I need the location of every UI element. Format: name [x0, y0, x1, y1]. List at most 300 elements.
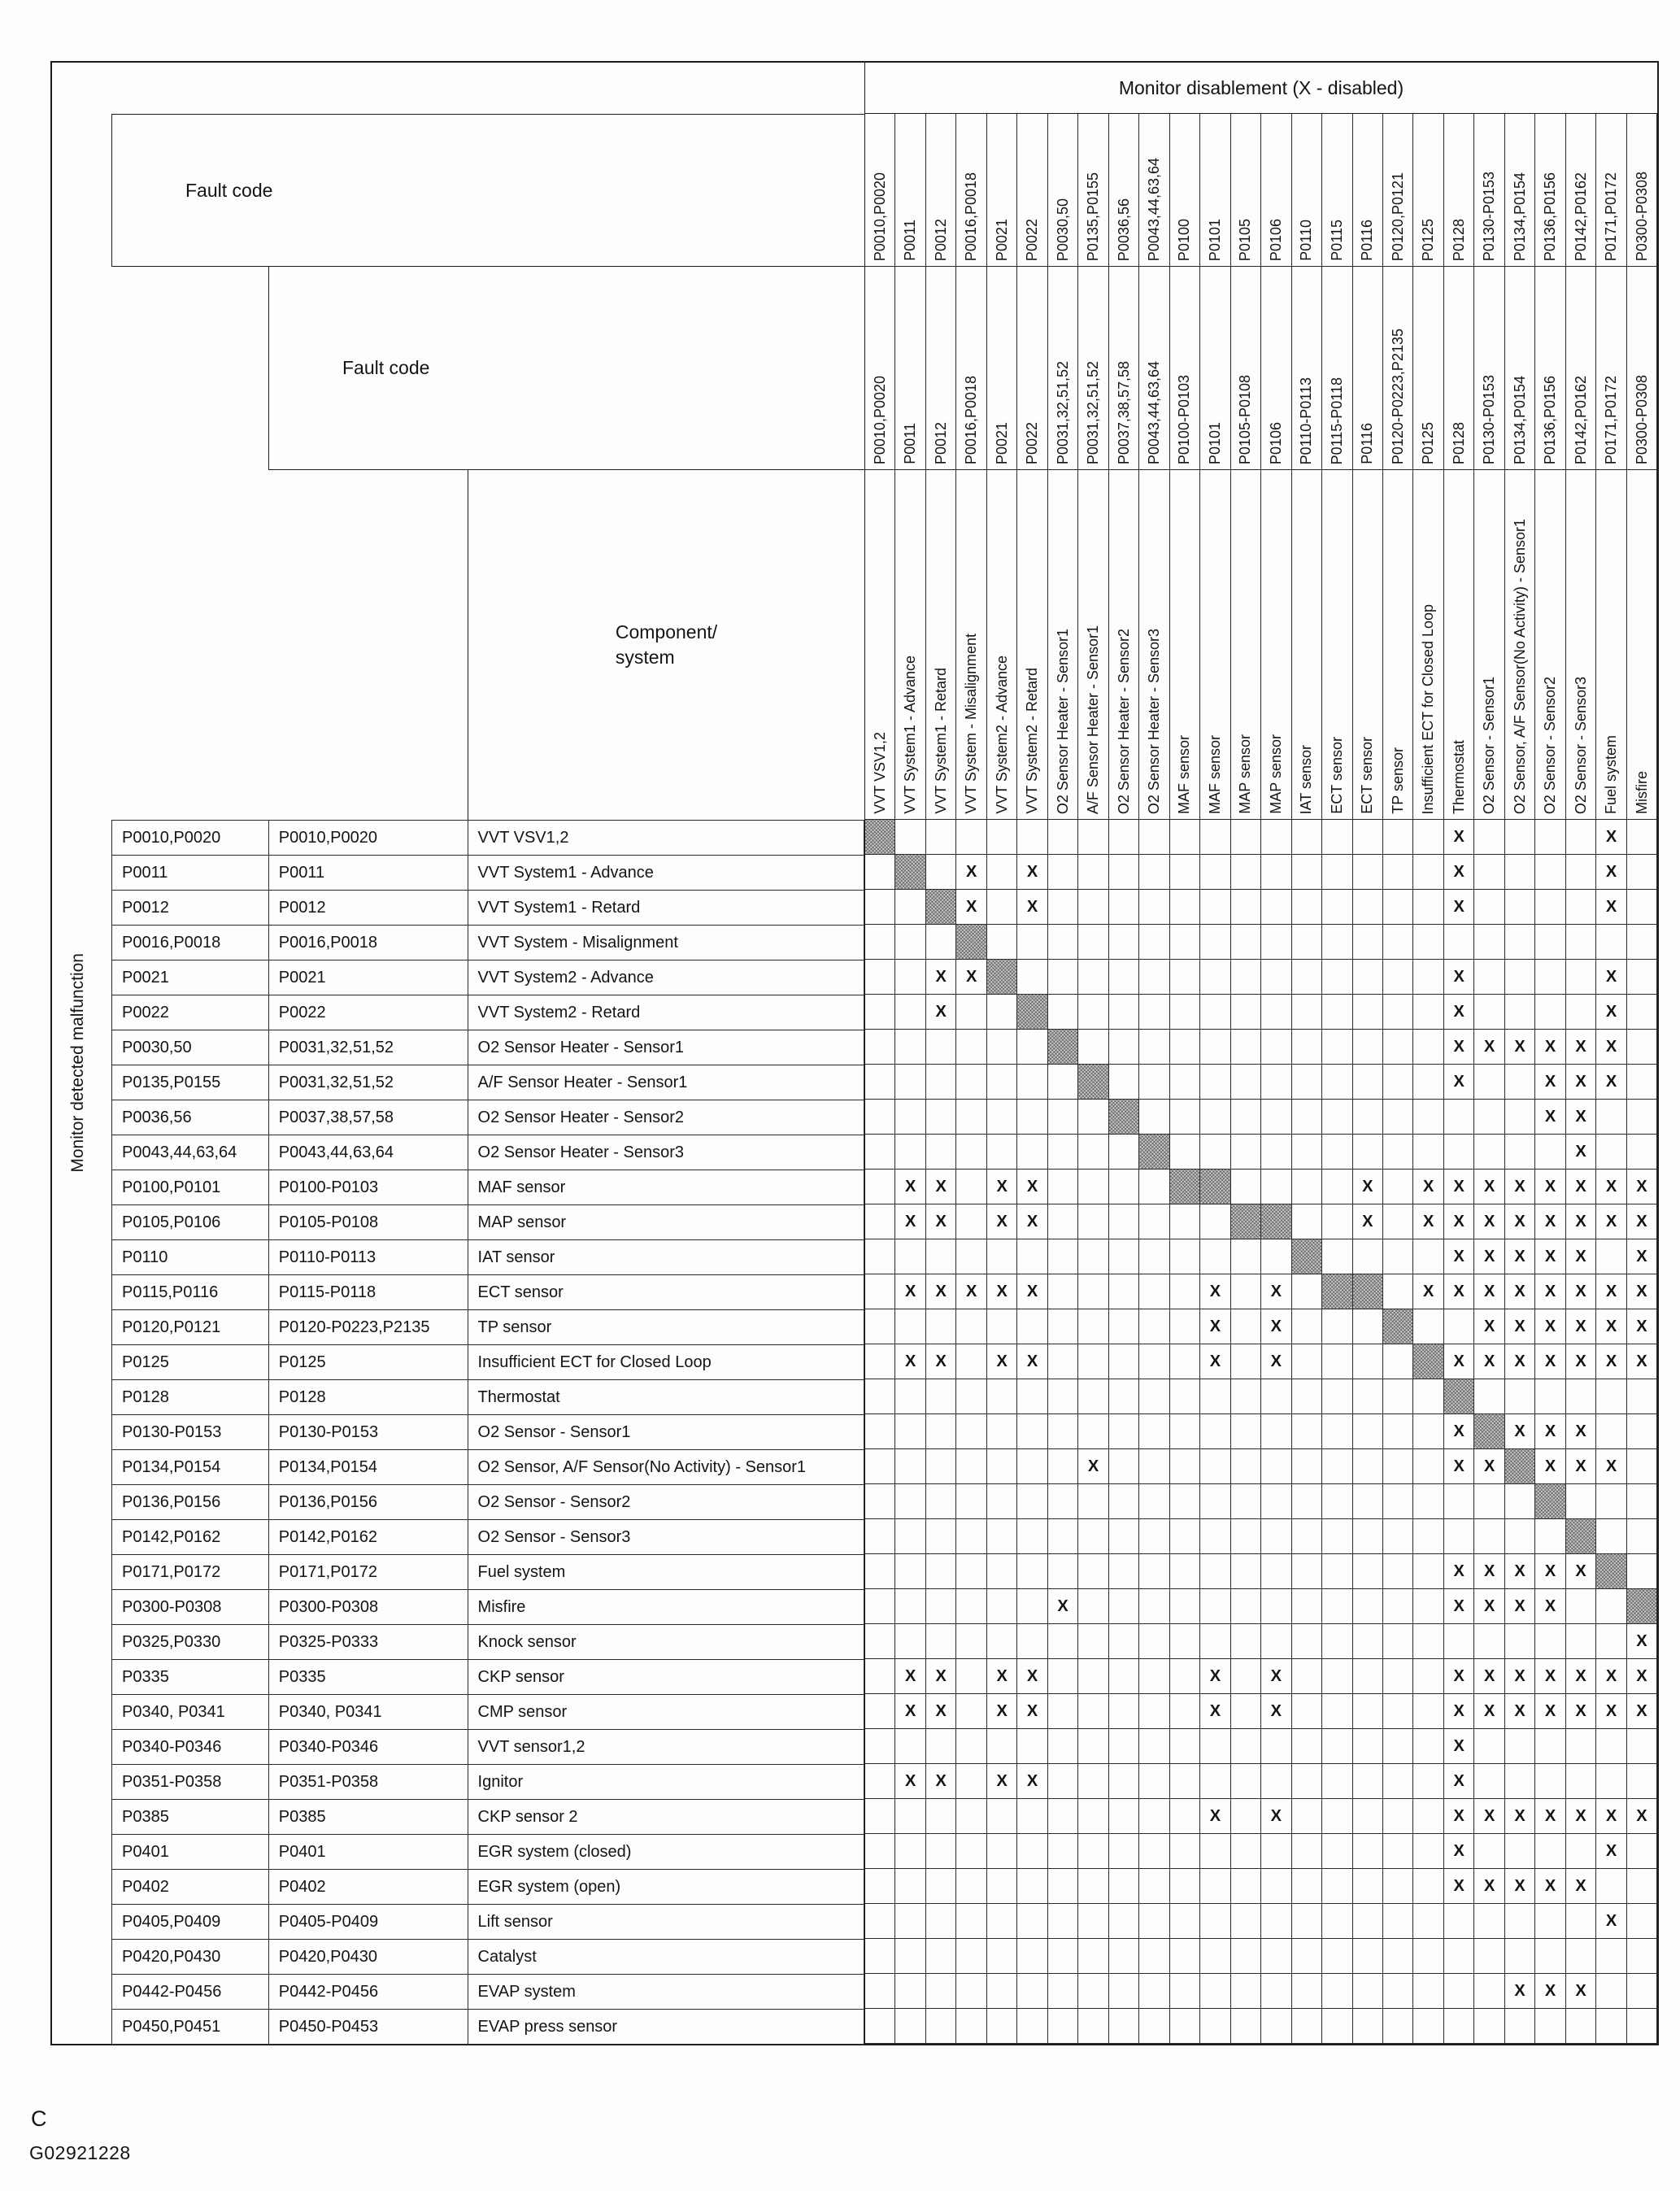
- table-row: [112, 1310, 864, 1345]
- matrix-cell-disabled: X: [1017, 1170, 1047, 1204]
- column-header-text: VVT System1 - Advance: [902, 656, 919, 814]
- matrix-cell: [895, 1239, 925, 1274]
- row-label: P0110: [112, 1240, 269, 1275]
- matrix-row: [865, 1659, 1657, 1694]
- row-label: Lift sensor: [468, 1905, 864, 1940]
- matrix-cell: [1200, 1484, 1230, 1519]
- matrix-cell: [1078, 1834, 1108, 1869]
- matrix-cell-disabled: X: [1596, 1694, 1626, 1729]
- matrix-cell: [1292, 1904, 1322, 1939]
- column-header: [1383, 470, 1413, 820]
- matrix-cell-disabled: X: [1505, 1799, 1535, 1834]
- row-label: P0300-P0308: [269, 1590, 468, 1625]
- matrix-cell: [1383, 1764, 1413, 1799]
- matrix-cell: [1444, 1624, 1474, 1659]
- matrix-cell: [1200, 1204, 1230, 1239]
- matrix-cell: [1474, 1379, 1504, 1414]
- row-label: EGR system (open): [468, 1870, 864, 1905]
- column-header-text: P0022: [1024, 218, 1041, 261]
- matrix-cell-disabled: X: [1627, 1344, 1657, 1379]
- matrix-cell: [865, 1170, 895, 1204]
- column-header-text: P0171,P0172: [1603, 375, 1620, 464]
- matrix-cell: [1566, 1729, 1596, 1764]
- matrix-cell-disabled: X: [1535, 1239, 1565, 1274]
- column-header-text: P0134,P0154: [1511, 375, 1528, 464]
- matrix-row: [865, 1414, 1657, 1449]
- column-header-text: P0012: [932, 421, 949, 464]
- matrix-cell: [1566, 1764, 1596, 1799]
- matrix-cell-disabled: X: [926, 995, 956, 1030]
- matrix-cell: [1200, 1554, 1230, 1589]
- column-header: [1596, 114, 1626, 267]
- matrix-cell-disabled: X: [1017, 1204, 1047, 1239]
- matrix-cell: [865, 1624, 895, 1659]
- matrix-cell: [1231, 1379, 1261, 1414]
- matrix-cell: [1231, 1729, 1261, 1764]
- matrix-cell: [865, 1100, 895, 1135]
- matrix-cell-disabled: X: [1566, 1694, 1596, 1729]
- matrix-cell: [1231, 925, 1261, 960]
- matrix-cell: [1322, 1309, 1352, 1344]
- matrix-cell: [1292, 1764, 1322, 1799]
- matrix-cell: [1109, 925, 1139, 960]
- row-label: VVT System1 - Advance: [468, 856, 864, 891]
- matrix-cell: [987, 1519, 1017, 1554]
- matrix-cell: [1200, 1834, 1230, 1869]
- row-label: P0130-P0153: [269, 1415, 468, 1450]
- table-row: [112, 1730, 864, 1765]
- matrix-cell-disabled: X: [1596, 1799, 1626, 1834]
- matrix-cell: [1566, 1939, 1596, 1974]
- matrix-cell: [1048, 1065, 1078, 1100]
- matrix-cell: [1383, 1170, 1413, 1204]
- matrix-cell: [1017, 1939, 1047, 1974]
- matrix-cell: [1261, 1939, 1291, 1974]
- matrix-cell: [1078, 855, 1108, 890]
- matrix-cell: [1353, 1449, 1383, 1484]
- matrix-cell-disabled: X: [895, 1764, 925, 1799]
- matrix-cell: [1444, 1939, 1474, 1974]
- matrix-cell-self: [1596, 1554, 1626, 1589]
- matrix-cell: [1109, 1589, 1139, 1624]
- matrix-cell: [1048, 1554, 1078, 1589]
- matrix-cell: [1413, 1519, 1443, 1554]
- matrix-cell: [1353, 1729, 1383, 1764]
- matrix-cell: [1231, 1624, 1261, 1659]
- column-header-text: P0100: [1176, 218, 1193, 261]
- column-header: [865, 267, 895, 470]
- matrix-cell: [926, 2009, 956, 2044]
- matrix-cell: [1139, 1834, 1169, 1869]
- matrix-cell: [1322, 1974, 1352, 2009]
- matrix-cell: [1048, 1135, 1078, 1170]
- matrix-cell: [1109, 1764, 1139, 1799]
- matrix-cell-disabled: X: [1200, 1799, 1230, 1834]
- matrix-cell: [1383, 1274, 1413, 1309]
- matrix-cell: [1474, 1065, 1504, 1100]
- matrix-cell: [1231, 1484, 1261, 1519]
- matrix-cell: [1048, 1729, 1078, 1764]
- matrix-cell: [1444, 1309, 1474, 1344]
- matrix-cell: [1139, 1904, 1169, 1939]
- matrix-cell: [865, 1414, 895, 1449]
- matrix-cell: [987, 1065, 1017, 1100]
- column-header: [1292, 114, 1322, 267]
- matrix-cell: [1566, 890, 1596, 925]
- matrix-cell: [1535, 890, 1565, 925]
- matrix-cell: [1078, 1694, 1108, 1729]
- matrix-cell: [1292, 960, 1322, 995]
- column-header-text: Fuel system: [1603, 734, 1620, 814]
- matrix-cell: [895, 1624, 925, 1659]
- matrix-cell: [1353, 1904, 1383, 1939]
- matrix-cell: [1322, 1379, 1352, 1414]
- matrix-cell: [865, 1309, 895, 1344]
- matrix-cell: [1231, 1100, 1261, 1135]
- matrix-cell-disabled: X: [1505, 1694, 1535, 1729]
- matrix-cell: [1261, 820, 1291, 855]
- column-header: [956, 114, 986, 267]
- matrix-cell: [1231, 1834, 1261, 1869]
- matrix-cell: [956, 1519, 986, 1554]
- matrix-cell: [1474, 1764, 1504, 1799]
- matrix-cell-disabled: X: [1474, 1309, 1504, 1344]
- matrix-cell-self: [1017, 995, 1047, 1030]
- matrix-cell: [1413, 1589, 1443, 1624]
- row-label: EGR system (closed): [468, 1835, 864, 1870]
- matrix-cell-disabled: X: [1505, 1239, 1535, 1274]
- column-header-text: P0031,32,51,52: [1085, 360, 1102, 464]
- matrix-cell: [1505, 925, 1535, 960]
- matrix-cell: [1292, 1065, 1322, 1100]
- matrix-cell: [865, 1694, 895, 1729]
- matrix-cell: [1505, 855, 1535, 890]
- matrix-cell: [987, 1904, 1017, 1939]
- matrix-cell: [1139, 1939, 1169, 1974]
- matrix-cell: [1596, 1484, 1626, 1519]
- matrix-cell: [1139, 1170, 1169, 1204]
- matrix-cell: [1353, 1100, 1383, 1135]
- row-label: P0110-P0113: [269, 1240, 468, 1275]
- matrix-cell-disabled: X: [1474, 1170, 1504, 1204]
- matrix-cell: [1200, 1519, 1230, 1554]
- column-header: [1444, 114, 1474, 267]
- row-label: P0100,P0101: [112, 1170, 269, 1205]
- matrix-cell: [1566, 1379, 1596, 1414]
- table-row: [112, 1380, 864, 1415]
- matrix-cell: [1474, 1834, 1504, 1869]
- matrix-cell: [926, 1729, 956, 1764]
- matrix-cell: [1170, 1100, 1200, 1135]
- matrix-cell: [956, 1379, 986, 1414]
- matrix-cell: [1566, 820, 1596, 855]
- band1: [865, 114, 1657, 267]
- matrix-cell-disabled: X: [1261, 1799, 1291, 1834]
- matrix-cell: [1231, 1065, 1261, 1100]
- matrix-cell-disabled: X: [1535, 1309, 1565, 1344]
- column-header: [1413, 267, 1443, 470]
- column-header: [1322, 114, 1352, 267]
- matrix-row: [865, 1030, 1657, 1065]
- row-label: Ignitor: [468, 1765, 864, 1800]
- matrix-cell: [1170, 1065, 1200, 1100]
- column-header-text: P0043,44,63,64: [1146, 360, 1162, 464]
- matrix-cell-disabled: X: [956, 1274, 986, 1309]
- matrix-cell: [1109, 1204, 1139, 1239]
- row-label: P0134,P0154: [269, 1450, 468, 1485]
- matrix-cell: [1474, 925, 1504, 960]
- row-label: P0340, P0341: [112, 1695, 269, 1730]
- matrix-cell: [895, 2009, 925, 2044]
- column-header: [1353, 470, 1383, 820]
- matrix-row: [865, 890, 1657, 925]
- table-row: [112, 960, 864, 995]
- matrix-cell: [926, 1834, 956, 1869]
- row-label: P0012: [269, 891, 468, 926]
- row-label: P0030,50: [112, 1030, 269, 1065]
- matrix-cell: [895, 1589, 925, 1624]
- matrix-cell: [1078, 1589, 1108, 1624]
- matrix-cell: [1353, 1589, 1383, 1624]
- matrix-cell: [1139, 1729, 1169, 1764]
- matrix-cell: [987, 1729, 1017, 1764]
- matrix-cell-disabled: X: [1444, 1449, 1474, 1484]
- row-label: CKP sensor: [468, 1660, 864, 1695]
- matrix-cell-disabled: X: [1596, 1834, 1626, 1869]
- matrix-cell: [1231, 1414, 1261, 1449]
- matrix-cell: [1231, 1449, 1261, 1484]
- matrix-cell-disabled: X: [1535, 1799, 1565, 1834]
- matrix-cell: [956, 1694, 986, 1729]
- row-label: Knock sensor: [468, 1625, 864, 1660]
- matrix-cell-disabled: X: [1474, 1799, 1504, 1834]
- matrix-cell-disabled: X: [1596, 855, 1626, 890]
- matrix-cell-disabled: X: [1505, 1869, 1535, 1904]
- matrix-cell: [1017, 1589, 1047, 1624]
- row-label: VVT System2 - Advance: [468, 960, 864, 995]
- matrix-cell: [1200, 1869, 1230, 1904]
- matrix-cell-disabled: X: [1627, 1309, 1657, 1344]
- matrix-cell: [1200, 2009, 1230, 2044]
- matrix-cell: [1170, 1554, 1200, 1589]
- matrix-cell: [1048, 820, 1078, 855]
- column-header: [1078, 267, 1108, 470]
- matrix-row: [865, 1554, 1657, 1589]
- matrix-cell: [1048, 1204, 1078, 1239]
- matrix-cell: [1048, 1239, 1078, 1274]
- matrix-cell: [1627, 1065, 1657, 1100]
- matrix-cell: [1292, 1344, 1322, 1379]
- matrix-cell: [1535, 1519, 1565, 1554]
- column-header: [1231, 114, 1261, 267]
- column-header: [1048, 267, 1078, 470]
- row-label: A/F Sensor Heater - Sensor1: [468, 1065, 864, 1100]
- matrix-cell: [895, 1939, 925, 1974]
- matrix-cell-self: [1535, 1484, 1565, 1519]
- matrix-row: [865, 1904, 1657, 1939]
- matrix-cell: [1261, 1100, 1291, 1135]
- row-label: P0171,P0172: [112, 1555, 269, 1590]
- matrix-cell: [1231, 1274, 1261, 1309]
- matrix-cell: [1627, 1030, 1657, 1065]
- matrix-cell: [1261, 1519, 1291, 1554]
- row-label: P0016,P0018: [112, 926, 269, 960]
- row-labels: [111, 820, 864, 2044]
- matrix-cell-disabled: X: [1596, 1309, 1626, 1344]
- matrix-cell: [1627, 1554, 1657, 1589]
- column-header-text: P0115: [1328, 220, 1345, 261]
- matrix-cell-disabled: X: [1444, 890, 1474, 925]
- column-header: [1535, 114, 1565, 267]
- matrix-cell: [1292, 995, 1322, 1030]
- matrix-cell: [1292, 1589, 1322, 1624]
- matrix-cell: [1353, 2009, 1383, 2044]
- matrix-cell: [1017, 925, 1047, 960]
- matrix-cell-self: [1444, 1379, 1474, 1414]
- column-header-text: O2 Sensor Heater - Sensor2: [1115, 628, 1132, 814]
- column-header-text: P0130-P0153: [1481, 374, 1498, 464]
- matrix-cell-disabled: X: [1596, 820, 1626, 855]
- matrix-cell: [895, 1135, 925, 1170]
- matrix-cell: [1170, 1729, 1200, 1764]
- matrix-cell: [956, 1764, 986, 1799]
- matrix-cell: [1231, 995, 1261, 1030]
- matrix-cell: [1322, 1519, 1352, 1554]
- matrix-cell: [1017, 1834, 1047, 1869]
- matrix-cell: [1444, 925, 1474, 960]
- table-row: [112, 1065, 864, 1100]
- matrix-cell: [1353, 1484, 1383, 1519]
- matrix-cell: [1261, 1554, 1291, 1589]
- column-header: [1078, 470, 1108, 820]
- matrix-cell: [1627, 1484, 1657, 1519]
- matrix-cell-self: [1505, 1449, 1535, 1484]
- matrix-cell: [1383, 2009, 1413, 2044]
- matrix-cell: [956, 1729, 986, 1764]
- matrix-cell-disabled: X: [1474, 1344, 1504, 1379]
- matrix-cell: [895, 1379, 925, 1414]
- component-system-label: [616, 620, 717, 670]
- matrix-cell: [1078, 1554, 1108, 1589]
- matrix-cell: [1383, 1834, 1413, 1869]
- matrix-cell: [1353, 925, 1383, 960]
- matrix-cell: [1322, 1484, 1352, 1519]
- matrix-cell-disabled: X: [1596, 1204, 1626, 1239]
- matrix-cell: [956, 1904, 986, 1939]
- matrix-cell: [1292, 1135, 1322, 1170]
- matrix-cell: [1383, 1379, 1413, 1414]
- row-label: VVT System2 - Retard: [468, 995, 864, 1030]
- matrix-cell-self: [1048, 1030, 1078, 1065]
- matrix-cell-disabled: X: [1596, 960, 1626, 995]
- matrix-cell-self: [1200, 1170, 1230, 1204]
- matrix-cell: [1139, 1065, 1169, 1100]
- matrix-cell: [1109, 1484, 1139, 1519]
- column-header: [1505, 267, 1535, 470]
- matrix-row: [865, 995, 1657, 1030]
- column-header: [987, 114, 1017, 267]
- matrix-cell-disabled: X: [1353, 1204, 1383, 1239]
- matrix-cell: [1535, 1939, 1565, 1974]
- matrix-cell: [865, 890, 895, 925]
- matrix-cell: [1170, 1204, 1200, 1239]
- row-label: P0340-P0346: [112, 1730, 269, 1765]
- matrix-cell: [1109, 995, 1139, 1030]
- matrix-cell-disabled: X: [1444, 1659, 1474, 1694]
- matrix-cell: [956, 1834, 986, 1869]
- matrix-cell: [895, 1309, 925, 1344]
- matrix-cell: [895, 820, 925, 855]
- matrix-cell: [895, 1065, 925, 1100]
- row-label: P0130-P0153: [112, 1415, 269, 1450]
- column-header: [1535, 267, 1565, 470]
- matrix-cell: [1048, 1694, 1078, 1729]
- matrix-cell-disabled: X: [1474, 1694, 1504, 1729]
- matrix-cell: [1474, 890, 1504, 925]
- matrix-cell: [926, 1554, 956, 1589]
- matrix-cell: [1383, 1624, 1413, 1659]
- matrix-cell: [1170, 1589, 1200, 1624]
- matrix-cell-disabled: X: [1444, 1414, 1474, 1449]
- matrix-cell: [1383, 855, 1413, 890]
- matrix-cell: [1109, 1379, 1139, 1414]
- matrix-cell: [926, 855, 956, 890]
- matrix-cell-self: [1474, 1414, 1504, 1449]
- matrix-cell: [1139, 1204, 1169, 1239]
- matrix-cell: [956, 1030, 986, 1065]
- matrix-cell: [956, 1869, 986, 1904]
- row-label: O2 Sensor Heater - Sensor2: [468, 1100, 864, 1135]
- matrix-cell: [987, 820, 1017, 855]
- matrix-cell: [895, 995, 925, 1030]
- matrix-cell: [1017, 1100, 1047, 1135]
- column-header: [1627, 470, 1657, 820]
- row-label: P0010,P0020: [269, 821, 468, 856]
- table-row: [112, 1485, 864, 1520]
- matrix-cell: [1078, 1904, 1108, 1939]
- matrix-cell: [1413, 1694, 1443, 1729]
- matrix-cell: [1048, 1414, 1078, 1449]
- matrix-cell: [987, 1974, 1017, 2009]
- row-label: MAF sensor: [468, 1170, 864, 1205]
- matrix-cell-disabled: X: [1505, 1309, 1535, 1344]
- matrix-cell: [1170, 1379, 1200, 1414]
- column-header: [1413, 114, 1443, 267]
- matrix-cell: [1139, 1414, 1169, 1449]
- row-label: P0128: [112, 1380, 269, 1415]
- matrix-cell: [1596, 1624, 1626, 1659]
- matrix-cell: [1383, 1589, 1413, 1624]
- column-header-text: A/F Sensor Heater - Sensor1: [1085, 625, 1102, 814]
- matrix-cell: [987, 1554, 1017, 1589]
- matrix-cell: [926, 1030, 956, 1065]
- matrix-cell: [1109, 1065, 1139, 1100]
- matrix-cell: [1596, 1869, 1626, 1904]
- matrix-cell-disabled: X: [1566, 1554, 1596, 1589]
- matrix-cell: [1627, 890, 1657, 925]
- matrix-cell: [1535, 1624, 1565, 1659]
- matrix-cell: [956, 1100, 986, 1135]
- matrix-row: [865, 1939, 1657, 1974]
- matrix-cell: [1505, 1624, 1535, 1659]
- row-label: VVT VSV1,2: [468, 821, 864, 856]
- matrix-cell: [1048, 855, 1078, 890]
- matrix-cell: [1353, 1519, 1383, 1554]
- matrix-cell: [1383, 1659, 1413, 1694]
- matrix-cell-self: [1353, 1274, 1383, 1309]
- matrix-cell: [1170, 1449, 1200, 1484]
- matrix-cell-disabled: X: [1413, 1170, 1443, 1204]
